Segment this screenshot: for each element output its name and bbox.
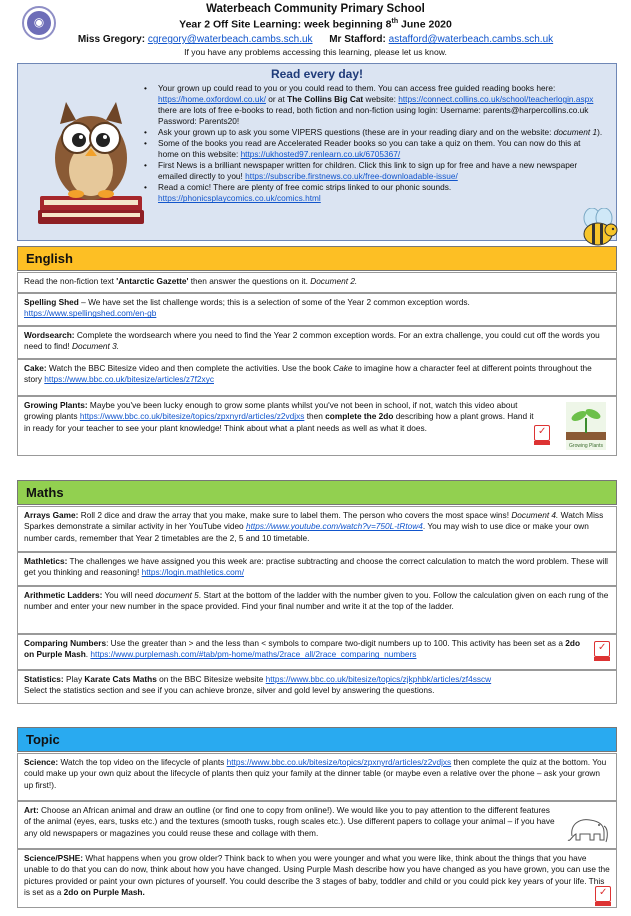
maths-task-mathletics: Mathletics: The challenges we have assigned you this week are: practise subtracting and choose the correct calculation to match the word problem. These will get you thinking and reasoning! https://login.mathletics.com/ xyxy=(17,552,617,586)
maths-section-header: Maths xyxy=(17,480,617,505)
youtube-link[interactable]: https://www.youtube.com/watch?v=750L-tRtow4 xyxy=(245,521,423,532)
topic-section-header: Topic xyxy=(17,727,617,752)
bbc-cake-link[interactable]: https://www.bbc.co.uk/bitesize/articles/z7f2xyc xyxy=(44,374,214,385)
growing-plants-image xyxy=(566,402,606,450)
english-task-spelling: Spelling Shed – We have set the list challenge words; this is a selection of some of the Year 2 common exception words. https://www.spellingshed.com/en-gb xyxy=(17,293,617,326)
list-item: • First News is a brilliant newspaper written for children. Click this link to sign up for free and have a new newspaper emailed directly to you! https://subscribe.firstnews.co.uk/free-downloadable-issue/ xyxy=(148,160,603,182)
topic-task-science: Science: Watch the top video on the lifecycle of plants https://www.bbc.co.uk/bitesize/topics/zpxnyrd/articles/z2vdjxs then complete the quiz at the bottom. You could make up your own quiz about the lifecycle of plants then quiz your family at the dinner table (or maybe even a relative over the phone – ask your grown up first!). xyxy=(17,753,617,801)
reading-bullet-list xyxy=(148,83,603,204)
sprout-icon xyxy=(566,402,606,440)
globe-icon: ◉ xyxy=(27,11,51,35)
owl-on-books-image xyxy=(36,88,146,228)
help-note: If you have any problems accessing this learning, please let us know. xyxy=(184,47,447,58)
email-link-gregory[interactable]: cgregory@waterbeach.cambs.sch.uk xyxy=(147,34,313,46)
english-task-antarctic: Read the non-fiction text 'Antarctic Gazette' then answer the questions on it. Document 2. xyxy=(17,272,617,293)
english-task-wordsearch: Wordsearch: Complete the wordsearch where you need to find the Year 2 common exception words. For an extra challenge, you could cut off the words you need to find! Document 3. xyxy=(17,326,617,359)
read-title: Read every day! xyxy=(270,67,364,81)
firstnews-link[interactable]: https://subscribe.firstnews.co.uk/free-downloadable-issue/ xyxy=(245,171,458,182)
maths-task-arrays: Arrays Game: Roll 2 dice and draw the array that you make, make sure to label them. The person who covers the most space wins! Document 4. Watch Miss Sparkes demonstrate a similar activity in her YouTube video https://www.youtube.com/watch?v=750L-tRtow4. You may wish to use dice or make your own number cards, remember that Year 2 timetables are the 2, 5 and 10 timetable. xyxy=(17,506,617,552)
email-link-stafford[interactable]: astafford@waterbeach.cambs.sch.uk xyxy=(388,34,554,46)
bbc-lifecycle-link[interactable]: https://www.bbc.co.uk/bitesize/topics/zpxnyrd/articles/z2vdjxs xyxy=(226,757,452,767)
elephant-outline-image xyxy=(566,814,610,844)
spellingshed-link[interactable]: https://www.spellingshed.com/en-gb xyxy=(24,308,157,319)
renlearn-link[interactable]: https://ukhosted97.renlearn.co.uk/6705367/ xyxy=(240,149,401,160)
mathletics-link[interactable]: https://login.mathletics.com/ xyxy=(141,567,244,578)
collins-link[interactable]: https://connect.collins.co.uk/school/teacherlogin.aspx xyxy=(398,94,594,105)
read-every-day-panel xyxy=(17,63,617,241)
maths-task-comparing: Comparing Numbers: Use the greater than > and the less than < symbols to compare two-digit numbers up to 100. This activity has been set as a 2do on Purple Mash. https://www.purplemash.com/#tab/pm-home/maths/2race_all/2race_comparing_numbers ✓ xyxy=(17,634,617,670)
teacher-contacts: Miss Gregory: cgregory@waterbeach.cambs.sch.uk Mr Stafford: astafford@waterbeach.cambs.sch.uk xyxy=(77,34,554,46)
topic-task-art: Art: Choose an African animal and draw an outline (or find one to copy from online!). We would like you to pay attention to the different features of the animal (eyes, ears, tusks etc.) and the textures (smooth tusks, rough scales etc.). Use different papers to collage your animal – if you have any old newspapers or magazines you could reuse these and collage with them. xyxy=(17,801,617,849)
maths-task-ladders: Arithmetic Ladders: You will need document 5. Start at the bottom of the ladder with the number given to you. Follow the calculation given on each rung of the number and enter your new number in the space provided. Find your final number and write it at the top of the ladder. xyxy=(17,586,617,634)
purplemash-link[interactable]: https://www.purplemash.com/#tab/pm-home/maths/2race_all/2race_comparing_numbers xyxy=(90,649,417,660)
list-item: • Read a comic! There are plenty of free comic strips linked to our phonic sounds. https://phonicsplaycomics.co.uk/comics.html xyxy=(148,182,603,204)
2do-badge-icon xyxy=(595,886,611,902)
topic-task-science-pshe: Science/PSHE: What happens when you grow older? Think back to when you were younger and what you were like, think about the things that you have unable to do that you can do now, think about how you have changed. Using Purple Mash describe how you have changed as you have grown, you can use the pictures provided or paint your own pictures of yourself. You could describe the 3 stages of baby, toddler and child or you could pick key years of your life. This is set as a 2do on Purple Mash. ✓ xyxy=(17,849,617,908)
bee-icon xyxy=(578,208,620,248)
page-header xyxy=(0,0,631,62)
maths-task-statistics: Statistics: Play Karate Cats Maths on the BBC Bitesize website https://www.bbc.co.uk/bitesize/topics/zjkphbk/articles/zf4sscw Select the statistics section and see if you can achieve bronze, silver and gold level by answering the questions. xyxy=(17,670,617,704)
week-heading: Year 2 Off Site Learning: week beginning 8th June 2020 xyxy=(179,17,452,31)
school-name: Waterbeach Community Primary School xyxy=(206,3,425,15)
oxford-owl-link[interactable]: https://home.oxfordowl.co.uk/ xyxy=(158,94,266,105)
bbc-plants-link[interactable]: https://www.bbc.co.uk/bitesize/topics/zpxnyrd/articles/z2vdjxs xyxy=(79,411,305,422)
english-task-cake: Cake: Watch the BBC Bitesize video and then complete the activities. Use the book Cake to imagine how a character feel at different points throughout the story https://www.bbc.co.uk/bitesize/articles/z7f2xyc xyxy=(17,359,617,396)
2do-badge-icon xyxy=(534,425,550,441)
karate-cats-link[interactable]: https://www.bbc.co.uk/bitesize/topics/zjkphbk/articles/zf4sscw xyxy=(265,674,492,684)
phonicsplay-link[interactable]: https://phonicsplaycomics.co.uk/comics.html xyxy=(158,193,321,204)
english-task-growing-plants: Growing Plants: Maybe you've been lucky enough to grow some plants whilst you've not been in school, if not, watch this video about growing plants https://www.bbc.co.uk/bitesize/topics/zpxnyrd/articles/z2vdjxs then complete the 2do describing how a plant grows. Hand it in ready for your teacher to see your plant knowledge! Think about what a plant needs as well as what it does. ✓ Growing Plants xyxy=(17,396,617,456)
list-item: • Your grown up could read to you or you could read to them. You can access free guided reading books here: https://home.oxfordowl.co.uk/ or at The Collins Big Cat website: https://connect.collins.co.uk/school/teacherlogin.aspx there are lots of free e-books to read, both fiction and non-fiction using login: Username: parents@harpercollins.co.uk Password: Parents20! xyxy=(148,83,603,127)
list-item: • Some of the books you read are Accelerated Reader books so you can take a quiz on them. You can now do this at home on this website: https://ukhosted97.renlearn.co.uk/6705367/ xyxy=(148,138,603,160)
english-section-header: English xyxy=(17,246,617,271)
list-item: • Ask your grown up to ask you some VIPERS questions (these are in your reading diary and on the website: document 1). xyxy=(148,127,603,138)
2do-badge-icon xyxy=(594,641,610,657)
growing-plants-caption: Growing Plants xyxy=(569,443,603,450)
school-logo xyxy=(22,6,56,40)
